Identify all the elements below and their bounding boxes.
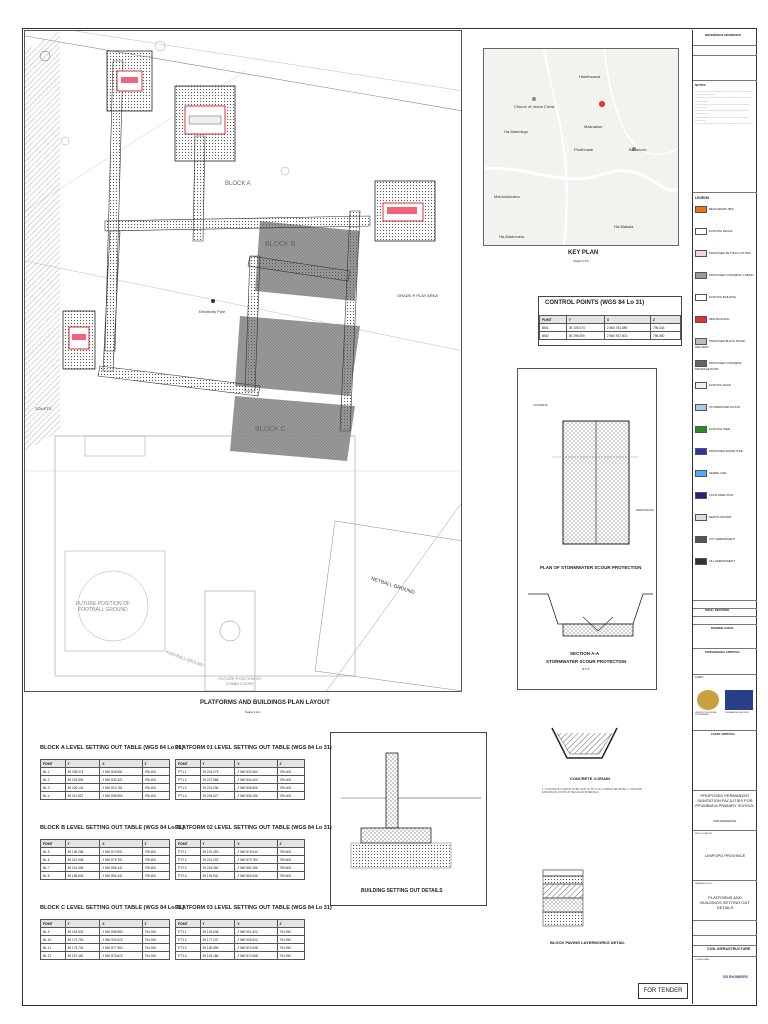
- combi-court-label: FUTURE POSITION OF COMBI COURT: [218, 676, 262, 686]
- table-row: [176, 928, 305, 936]
- table-header: POINT: [176, 920, 201, 928]
- legend-label: EXISTING BUILDING: [709, 295, 737, 300]
- table-cell: 2 560 901.622: [235, 928, 277, 936]
- table-row: [176, 936, 305, 944]
- table-cell: 794.930: [142, 944, 170, 952]
- table-cell: 796.400: [277, 792, 305, 800]
- plan-title: PLATFORMS AND BUILDINGS PLAN LAYOUT: [200, 700, 330, 706]
- legend-item: [695, 514, 755, 522]
- table-cell: 39 223.594: [65, 776, 100, 784]
- table-cell: 2 560 900.923: [100, 936, 142, 944]
- legend-item: [695, 382, 755, 390]
- consultant-label: CONSULTANT:: [695, 959, 710, 961]
- legend-swatch-icon: [695, 470, 707, 477]
- table-cell: 2 560 831.560: [235, 768, 277, 776]
- table-cell: 796.400: [277, 776, 305, 784]
- table-cell: 39 157.481: [65, 952, 100, 960]
- legend-item: [695, 404, 755, 412]
- paving-title: BLOCK PAVING LAYERWORKS DETAIL: [550, 940, 625, 945]
- legend-item: [695, 558, 755, 566]
- table-cell: 39 204.079: [200, 768, 235, 776]
- boundary-line: [25, 36, 462, 111]
- legend-label: CUT EMBANKMENT: [709, 537, 736, 542]
- table-cell: 796.400: [142, 768, 170, 776]
- table-row: [41, 872, 170, 880]
- existing-building: [230, 396, 355, 461]
- table-cell: 2 560 852.186: [235, 864, 277, 872]
- grid-reference: GRID REFERENCE: [713, 820, 737, 823]
- table-cell: 2 560 898.583: [100, 928, 142, 936]
- table-cell: 2 560 810.761: [100, 784, 142, 792]
- block-b-label: BLOCK B: [265, 241, 296, 248]
- reference-drawings-title: REFERENCE DRAWINGS: [705, 33, 741, 37]
- table-cell: BL.10: [41, 936, 66, 944]
- table-cell: 2 560 879.780: [235, 856, 277, 864]
- table-row: BM1 39 109.474 2 560 764.089 796.443: [540, 324, 681, 332]
- legend-swatch-icon: [695, 206, 707, 213]
- legend-label: PROPOSED SETTING OUT PEG: [709, 251, 752, 256]
- control-points-title: CONTROL POINTS (WGS 84 Lo 31): [545, 300, 645, 306]
- legend-swatch-icon: [695, 338, 707, 345]
- location-pin-icon: [599, 101, 605, 107]
- table-header: Z: [142, 840, 170, 848]
- legend-item: [695, 338, 755, 349]
- table-cell: 794.930: [277, 928, 305, 936]
- table-cell: PT3.1: [176, 928, 201, 936]
- table-cell: 39 177.047: [200, 936, 235, 944]
- table-cell: 39 172.753: [65, 936, 100, 944]
- legend-item: [695, 272, 755, 280]
- legend-label: PROPOSED CONCRETE V-DRAIN: [709, 273, 754, 278]
- table-cell: BL.3: [41, 784, 66, 792]
- building-setout-drawing: [331, 733, 486, 883]
- scour-section-shape: [563, 624, 633, 636]
- hatched-area: [25, 31, 60, 451]
- professional-approval-title: PROFESSIONAL APPROVAL: [705, 651, 741, 654]
- table-cell: 2 560 873.901: [100, 848, 142, 856]
- table-cell: 795.600: [277, 864, 305, 872]
- section-title: SECTION A-A: [570, 651, 600, 656]
- legend-label: EXISTING TREE: [709, 427, 731, 432]
- scour-plan-title: PLAN OF STORMWATER SCOUR PROTECTION: [540, 565, 642, 570]
- table-cell: PT1.2: [176, 776, 201, 784]
- legend-item: [695, 426, 755, 434]
- legend-item: [695, 492, 755, 500]
- client-label: CLIENT:: [695, 676, 704, 679]
- table-row: [41, 936, 170, 944]
- legend-label: FILL EMBANKMENT: [709, 559, 736, 564]
- legend-swatch-icon: [695, 536, 707, 543]
- table-cell: 794.930: [277, 936, 305, 944]
- table-header: X: [235, 840, 277, 848]
- table-cell: BL.7: [41, 864, 66, 872]
- consultant-logo: SSI ENGINEERS: [723, 975, 748, 979]
- table-header: Y: [65, 840, 100, 848]
- legend-label: SEWER LINE: [709, 471, 727, 476]
- table-cell: 795.600: [142, 856, 170, 864]
- nts-label: N.T.S: [582, 667, 590, 671]
- table-cell: 39 154.533: [65, 928, 100, 936]
- table-cell: BL.4: [41, 792, 66, 800]
- setting-out-table-title: BLOCK C LEVEL SETTING OUT TABLE (WGS 84 Lo 31): [40, 905, 185, 911]
- client-approval-title: CLIENT APPROVAL: [711, 733, 736, 736]
- table-cell: 794.930: [277, 944, 305, 952]
- legend-label: PROPOSED WATER PIPE: [709, 449, 743, 454]
- table-cell: PT3.2: [176, 936, 201, 944]
- legend-item: [695, 316, 755, 324]
- legend-item: [695, 294, 755, 302]
- table-row: [41, 864, 170, 872]
- table-cell: PT1.4: [176, 792, 201, 800]
- table-cell: 2 560 854.341: [100, 872, 142, 880]
- table-header: Z: [277, 840, 305, 848]
- legend-item: [695, 536, 755, 544]
- electricity-pole-label: Electricity Pole: [199, 309, 226, 314]
- table-cell: 2 560 875.701: [100, 856, 142, 864]
- table-cell: PT1.1: [176, 768, 201, 776]
- table-cell: 2 560 875.623: [100, 952, 142, 960]
- grade-r-label: GRADE R PLAY AREA: [397, 293, 438, 298]
- setting-out-table-title: BLOCK A LEVEL SETTING OUT TABLE (WGS 84 Lo 31): [40, 745, 184, 751]
- table-row: [41, 792, 170, 800]
- table-cell: 794.930: [142, 952, 170, 960]
- table-cell: 796.400: [277, 768, 305, 776]
- table-cell: 2 560 872.568: [235, 952, 277, 960]
- table-cell: 39 180.595: [200, 944, 235, 952]
- table-header: Z: [142, 920, 170, 928]
- table-cell: BL.1: [41, 768, 66, 776]
- table-row: [41, 952, 170, 960]
- table-cell: BL.5: [41, 848, 66, 856]
- setting-out-table-title: BLOCK B LEVEL SETTING OUT TABLE (WGS 84 Lo 31): [40, 825, 185, 831]
- table-cell: 39 211.522: [65, 792, 100, 800]
- drawing-title: PLATFORMS AND BUILDINGS SETTING OUT DETAILS: [700, 895, 750, 910]
- legend-swatch-icon: [695, 316, 707, 323]
- legend-swatch-icon: [695, 272, 707, 279]
- table-cell: BL.12: [41, 952, 66, 960]
- table-row: [176, 792, 305, 800]
- client-logo-2: TSHWANE NDOLA TRUST: [725, 712, 750, 714]
- table-cell: 39 149.638: [200, 928, 235, 936]
- v-drain-drawing: [542, 718, 647, 773]
- toilets-label: TOILETS: [35, 406, 52, 411]
- table-row: [176, 944, 305, 952]
- legend-label: EXISTING FENCE: [709, 229, 733, 234]
- table-row: [176, 848, 305, 856]
- table-cell: 2 560 877.963: [100, 944, 142, 952]
- table-cell: 795.600: [142, 864, 170, 872]
- table-cell: 39 213.456: [65, 864, 100, 872]
- legend-item: [695, 250, 755, 258]
- scour-detail-drawing: [518, 369, 656, 689]
- table-cell: BL.2: [41, 776, 66, 784]
- table-row: [41, 768, 170, 776]
- table-cell: 39 226.142: [65, 784, 100, 792]
- table-row: [176, 776, 305, 784]
- table-cell: PT2.3: [176, 864, 201, 872]
- table-cell: 795.600: [142, 848, 170, 856]
- legend-label: STORMWATER SCOUR: [709, 405, 740, 410]
- table-cell: BL.6: [41, 856, 66, 864]
- table-cell: BL.11: [41, 944, 66, 952]
- table-cell: 39 231.036: [200, 784, 235, 792]
- key-plan-map: Hlanthwana Church of Jesus Christ Mashakoe Phuthmadi Ba sekolo Ha-Mamokgo Mahlolokwana Ha-Matlala Ha-Madumela: [483, 48, 679, 246]
- table-cell: 795.600: [277, 848, 305, 856]
- project-title: PROPOSED PERMANENT SANITATION FACILITIES FOR PFUMBADA PRIMARY SCHOOL: [695, 793, 755, 808]
- legend-swatch-icon: [695, 228, 707, 235]
- table-cell: 2 560 830.321: [100, 776, 142, 784]
- for-tender-stamp: FOR TENDER: [638, 983, 688, 999]
- table-cell: 796.400: [142, 784, 170, 792]
- legend-swatch-icon: [695, 404, 707, 411]
- table-header: Y: [200, 840, 235, 848]
- setting-out-table: [175, 839, 305, 880]
- table-cell: 794.930: [277, 952, 305, 960]
- table-row: [176, 864, 305, 872]
- table-cell: 794.930: [142, 936, 170, 944]
- setting-out-table: [40, 759, 170, 800]
- section-subtitle: STORMWATER SCOUR PROTECTION: [546, 659, 627, 664]
- legend-label: EXISTING ROAD: [709, 383, 731, 388]
- table-cell: 2 560 834.400: [235, 776, 277, 784]
- table-header: X: [100, 840, 142, 848]
- table-row: [176, 784, 305, 792]
- table-cell: BL.9: [41, 928, 66, 936]
- table-header: POINT: [176, 840, 201, 848]
- trust-logo: [725, 690, 753, 710]
- table-cell: 2 560 905.002: [235, 936, 277, 944]
- table-header: X: [235, 760, 277, 768]
- table-cell: PT1.3: [176, 784, 201, 792]
- title-block: [692, 30, 757, 1004]
- football-ground-label: FOOTBALL GROUND: [165, 649, 205, 668]
- table-cell: 39 218.350: [200, 864, 235, 872]
- v-drain-title: CONCRETE V-DRAIN: [570, 776, 611, 781]
- table-header: Y: [65, 920, 100, 928]
- netball-label: NETBALL GROUND: [370, 576, 416, 596]
- table-row: [176, 952, 305, 960]
- key-plan-scale: Scale N.T.S: [573, 259, 589, 263]
- drawing-title-label: DRAWING TITLE:: [695, 883, 713, 885]
- notes-title: NOTES:: [695, 83, 707, 87]
- legend-swatch-icon: [695, 294, 707, 301]
- legend-item: [695, 206, 755, 214]
- table-cell: 2 560 850.546: [235, 872, 277, 880]
- platform-01: [107, 51, 152, 111]
- issue-revisions-title: ISSUE / REVISIONS: [705, 609, 730, 612]
- table-cell: 2 560 805.166: [235, 792, 277, 800]
- v-drain-detail: CONCRETE V-DRAIN 1. CONCRETE V-DRAIN TO BE CAST IN SITU ON COMPACTED BASE. 2. PROVIDE EXPANSION JOINTS AT REGULAR INTERVALS.: [542, 718, 647, 838]
- discipline: CIVIL INFRASTRUCTURE: [707, 947, 751, 951]
- legend-label: PROPOSED BLOCK PAVED WALKWAY: [695, 339, 745, 349]
- table-header: X: [235, 920, 277, 928]
- table-cell: 39 193.941: [200, 872, 235, 880]
- table-header: Y: [200, 920, 235, 928]
- table-cell: PT2.1: [176, 848, 201, 856]
- legend-swatch-icon: [695, 426, 707, 433]
- legend-swatch-icon: [695, 360, 707, 367]
- table-row: [41, 784, 170, 792]
- control-points-box: [538, 296, 682, 346]
- setting-out-table: [40, 839, 170, 880]
- table-cell: 2 560 876.940: [235, 848, 277, 856]
- table-cell: 795.600: [142, 872, 170, 880]
- table-row: [176, 856, 305, 864]
- paving-drawing: [538, 860, 658, 938]
- legend-label: BENCHMARK (BM): [709, 207, 734, 212]
- table-header: Y: [65, 760, 100, 768]
- legend-item: [695, 448, 755, 456]
- legend-swatch-icon: [695, 382, 707, 389]
- table-cell: 2 560 806.806: [235, 784, 277, 792]
- table-cell: PT3.4: [176, 952, 201, 960]
- control-points-table: POINT Y X Z BM1 39 109.474 2 560 764.089 796.443 BM2 39 296.090 2 560 917.601 796.080: [539, 315, 681, 340]
- table-cell: PT2.4: [176, 872, 201, 880]
- legend-label: PROPOSED CONCRETE DRAINAGE PUMP: [695, 361, 742, 371]
- legend-swatch-icon: [695, 558, 707, 565]
- scour-detail-box: CONCRETE REINFORCING PLAN OF STORMWATER SCOUR PROTECTION SECTION A-A STORMWATER SCOUR PROTECTION N.T.S: [517, 368, 657, 690]
- site-location-label: SITE LOCATION:: [695, 833, 713, 835]
- table-cell: 39 175.701: [65, 944, 100, 952]
- building-setout-title: BUILDING SETTING OUT DETAILS: [361, 888, 443, 894]
- table-cell: 39 208.974: [65, 768, 100, 776]
- table-header: Y: [200, 760, 235, 768]
- table-cell: 2 560 856.141: [100, 864, 142, 872]
- table-cell: 39 191.393: [200, 848, 235, 856]
- table-cell: 2 560 808.960: [100, 792, 142, 800]
- table-row: [41, 848, 170, 856]
- table-row: BM2 39 296.090 2 560 917.601 796.080: [540, 332, 681, 340]
- site-location: LIMPOPO PROVINCE: [705, 853, 746, 858]
- table-header: Z: [277, 760, 305, 768]
- legend-swatch-icon: [695, 492, 707, 499]
- netball-ground-outline: [315, 521, 462, 691]
- setting-out-table-title: PLATFORM 01 LEVEL SETTING OUT TABLE (WGS 84 Lo 31): [175, 745, 332, 751]
- table-cell: 39 198.836: [65, 872, 100, 880]
- platform-02: [175, 86, 235, 161]
- table-cell: PT2.2: [176, 856, 201, 864]
- block-c-label: BLOCK C: [255, 426, 286, 433]
- site-plan-view: [24, 30, 462, 692]
- table-row: [41, 856, 170, 864]
- platform-03: [375, 181, 435, 241]
- table-header: X: [100, 920, 142, 928]
- table-cell: 39 227.888: [200, 776, 235, 784]
- legend-swatch-icon: [695, 514, 707, 521]
- legend-item: [695, 470, 755, 478]
- table-cell: PT3.3: [176, 944, 201, 952]
- table-cell: 39 215.202: [200, 856, 235, 864]
- table-cell: 39 210.908: [65, 856, 100, 864]
- table-cell: 39 206.627: [200, 792, 235, 800]
- legend-label: NEW PLATFORM: [709, 515, 732, 520]
- drawing-check-title: DRAWING CHECK: [711, 627, 734, 630]
- setting-out-table: [175, 919, 305, 960]
- table-row: [41, 776, 170, 784]
- key-plan-title: KEY PLAN: [568, 250, 599, 256]
- table-row: [41, 928, 170, 936]
- legend-item: [695, 228, 755, 236]
- plan-scale: Scale 1:xxx: [245, 710, 261, 714]
- legend-label: NEW BUILDING: [709, 317, 730, 322]
- table-row: [176, 768, 305, 776]
- table-cell: 2 560 828.581: [100, 768, 142, 776]
- paving-detail: [538, 860, 658, 952]
- legend-swatch-icon: [695, 448, 707, 455]
- table-cell: 39 196.288: [65, 848, 100, 856]
- setting-out-table: [40, 919, 170, 960]
- client-logo-1: LIMPOPO PROVINCIAL GOVERNMENT: [695, 712, 717, 716]
- building-setout-box: [330, 732, 487, 906]
- block-a-label: BLOCK A: [225, 181, 251, 187]
- table-row: [176, 872, 305, 880]
- table-header: X: [100, 760, 142, 768]
- limpopo-logo: [697, 690, 719, 710]
- site-plan-drawing: [25, 31, 462, 692]
- electricity-pole-marker: [211, 299, 215, 303]
- legend-label: FLOW DIRECTION: [709, 493, 734, 498]
- setting-out-table-title: PLATFORM 02 LEVEL SETTING OUT TABLE (WGS 84 Lo 31): [175, 825, 332, 831]
- table-header: POINT: [41, 920, 66, 928]
- table-cell: 796.400: [142, 792, 170, 800]
- legend-title: LEGEND: [695, 196, 710, 200]
- legend-item: [695, 360, 755, 371]
- table-header: Z: [142, 760, 170, 768]
- table-cell: BL.8: [41, 872, 66, 880]
- table-cell: 2 560 874.008: [235, 944, 277, 952]
- legend-swatch-icon: [695, 250, 707, 257]
- table-row: [41, 944, 170, 952]
- table-cell: 796.400: [277, 784, 305, 792]
- table-cell: 794.930: [142, 928, 170, 936]
- table-header: POINT: [176, 760, 201, 768]
- table-cell: 795.600: [277, 872, 305, 880]
- table-header: POINT: [41, 840, 66, 848]
- table-cell: 796.400: [142, 776, 170, 784]
- platform-toilet: [63, 311, 95, 369]
- table-cell: 39 152.186: [200, 952, 235, 960]
- setting-out-table: [175, 759, 305, 800]
- setting-out-table-title: PLATFORM 03 LEVEL SETTING OUT TABLE (WGS 84 Lo 31): [175, 905, 332, 911]
- table-header: Z: [277, 920, 305, 928]
- table-header: POINT: [41, 760, 66, 768]
- notes-text: ─── ─────── ───── ── ──── ──── ─────── ─── ─── ───── ─── ──── ── ──────── ─────── ──── ─── ──── ─── ─── ───── ── ────── ───── ──── ───── ───── ── ─── ──── ───── ──── ───── ─── ───── ──── ─── ─── ────── ───── ─── ──── ─── ───── ──── ── ─── ──── ─── ─────── ────── ──── ─────: [695, 90, 754, 126]
- football-label: FUTURE POSITION OF FOOTBALL GROUND: [76, 601, 130, 613]
- table-cell: 795.600: [277, 856, 305, 864]
